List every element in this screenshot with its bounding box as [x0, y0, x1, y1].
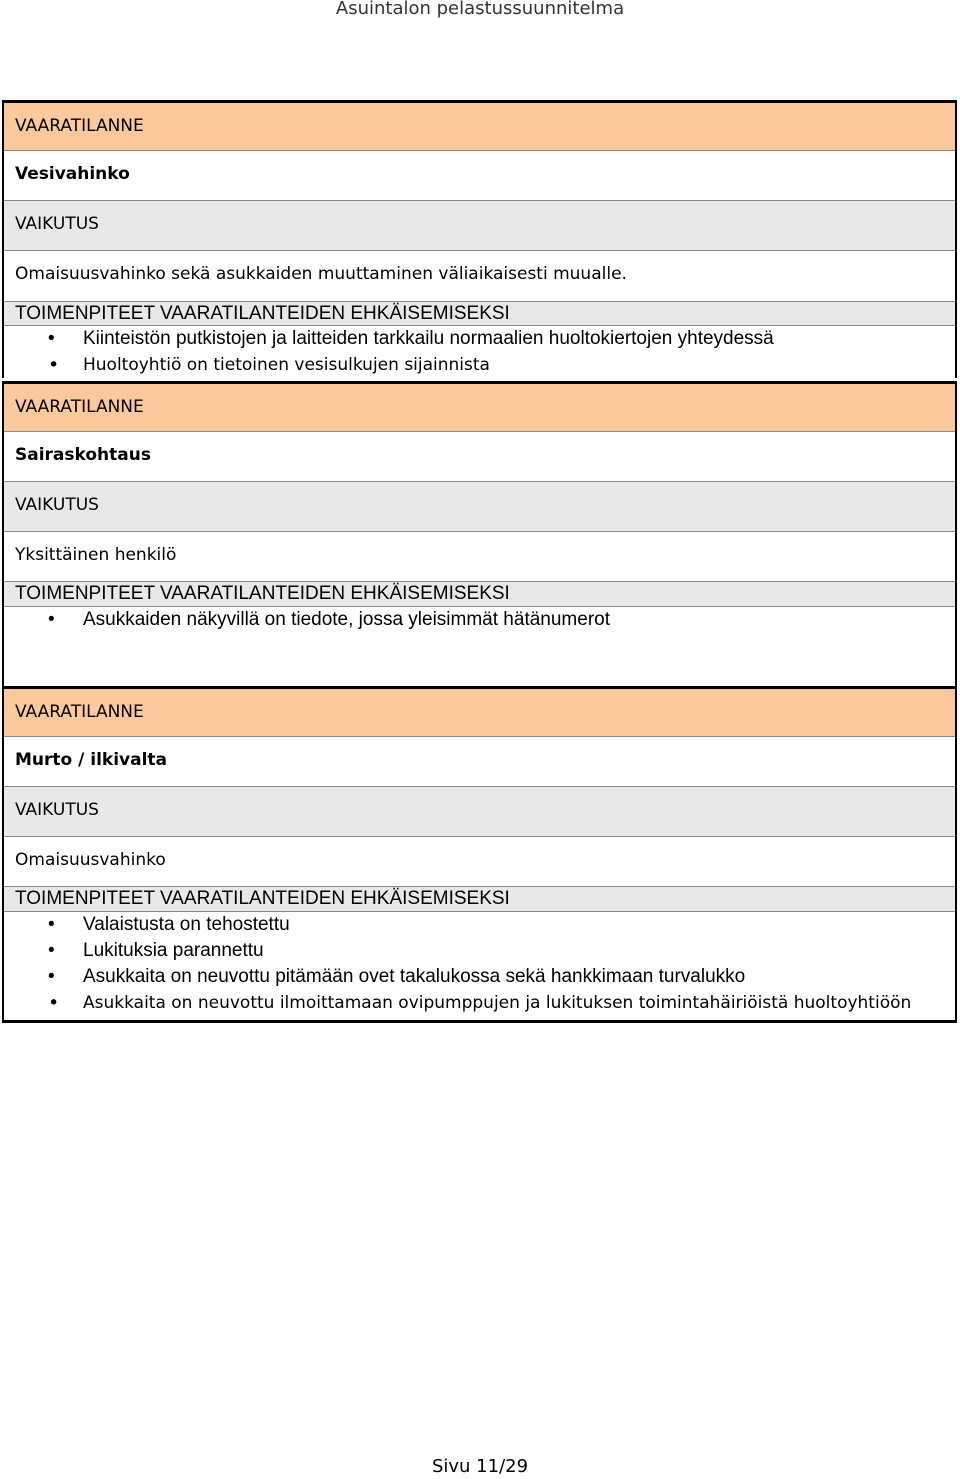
- effect-label: VAIKUTUS: [15, 495, 99, 515]
- effect-value: Yksittäinen henkilö: [15, 545, 177, 565]
- hazard-value: Murto / ilkivalta: [15, 750, 168, 770]
- measures-header-row: [4, 582, 955, 607]
- hazard-section-burglary: [2, 686, 957, 1023]
- hazard-label: VAARATILANNE: [15, 702, 144, 722]
- measures-list: [4, 326, 955, 378]
- list-item: [4, 326, 955, 352]
- hazard-value-row: [4, 737, 955, 787]
- bullet-icon: •: [48, 914, 55, 935]
- bullet-icon: •: [48, 992, 60, 1014]
- list-item: [4, 990, 955, 1016]
- hazard-value: Sairaskohtaus: [15, 445, 151, 465]
- page-number: Sivu 11/29: [431, 1456, 529, 1477]
- effect-value-row: [4, 837, 955, 887]
- measure-text: Kiinteistön putkistojen ja laitteiden tarkkailu normaalien huoltokiertojen yhteydessä: [83, 328, 774, 349]
- measures-header-row: [4, 887, 955, 912]
- bullet-icon: •: [48, 966, 55, 987]
- hazard-value-row: [4, 432, 955, 482]
- bullet-icon: •: [48, 354, 60, 376]
- effect-value: Omaisuusvahinko sekä asukkaiden muuttaminen väliaikaisesti muualle.: [15, 264, 627, 284]
- measures-list: [4, 607, 955, 686]
- effect-value-row: [4, 532, 955, 582]
- effect-header-row: [4, 201, 955, 251]
- measures-label: TOIMENPITEET VAARATILANTEIDEN EHKÄISEMISEKSI: [15, 583, 510, 604]
- effect-header-row: [4, 482, 955, 532]
- list-item: [4, 912, 955, 938]
- hazard-label: VAARATILANNE: [15, 397, 144, 417]
- hazard-header-row: [4, 100, 955, 151]
- effect-value-row: [4, 251, 955, 301]
- effect-label: VAIKUTUS: [15, 800, 99, 820]
- measure-text: Huoltoyhtiö on tietoinen vesisulkujen sijainnista: [83, 355, 490, 375]
- hazard-label: VAARATILANNE: [15, 116, 144, 136]
- hazard-section-medical-emergency: [2, 381, 957, 686]
- measure-text: Asukkaiden näkyvillä on tiedote, jossa yleisimmät hätänumerot: [83, 609, 610, 630]
- measures-label: TOIMENPITEET VAARATILANTEIDEN EHKÄISEMISEKSI: [15, 888, 510, 909]
- measure-text: Asukkaita on neuvottu pitämään ovet takalukossa sekä hankkimaan turvalukko: [83, 966, 746, 987]
- effect-value: Omaisuusvahinko: [15, 850, 166, 870]
- hazard-value-row: [4, 151, 955, 201]
- hazard-header-row: [4, 686, 955, 737]
- hazard-section-water-damage: [2, 100, 957, 378]
- measure-text: Lukituksia parannettu: [83, 940, 264, 961]
- list-item: [4, 938, 955, 964]
- measures-list: [4, 912, 955, 1020]
- hazard-value: Vesivahinko: [15, 164, 130, 184]
- document-header-title: Asuintalon pelastussuunnitelma: [335, 0, 625, 19]
- bullet-icon: •: [48, 940, 55, 961]
- effect-label: VAIKUTUS: [15, 214, 99, 234]
- measures-header-row: [4, 301, 955, 326]
- list-item: [4, 352, 955, 378]
- measure-text: Valaistusta on tehostettu: [83, 914, 290, 935]
- hazard-header-row: [4, 381, 955, 432]
- bullet-icon: •: [48, 609, 55, 630]
- effect-header-row: [4, 787, 955, 837]
- bullet-icon: •: [48, 328, 55, 349]
- list-item: [4, 964, 955, 990]
- measures-label: TOIMENPITEET VAARATILANTEIDEN EHKÄISEMISEKSI: [15, 303, 510, 324]
- measure-text: Asukkaita on neuvottu ilmoittamaan ovipumppujen ja lukituksen toimintahäiriöistä huoltoyhtiöön: [83, 993, 912, 1013]
- list-item: [4, 607, 955, 633]
